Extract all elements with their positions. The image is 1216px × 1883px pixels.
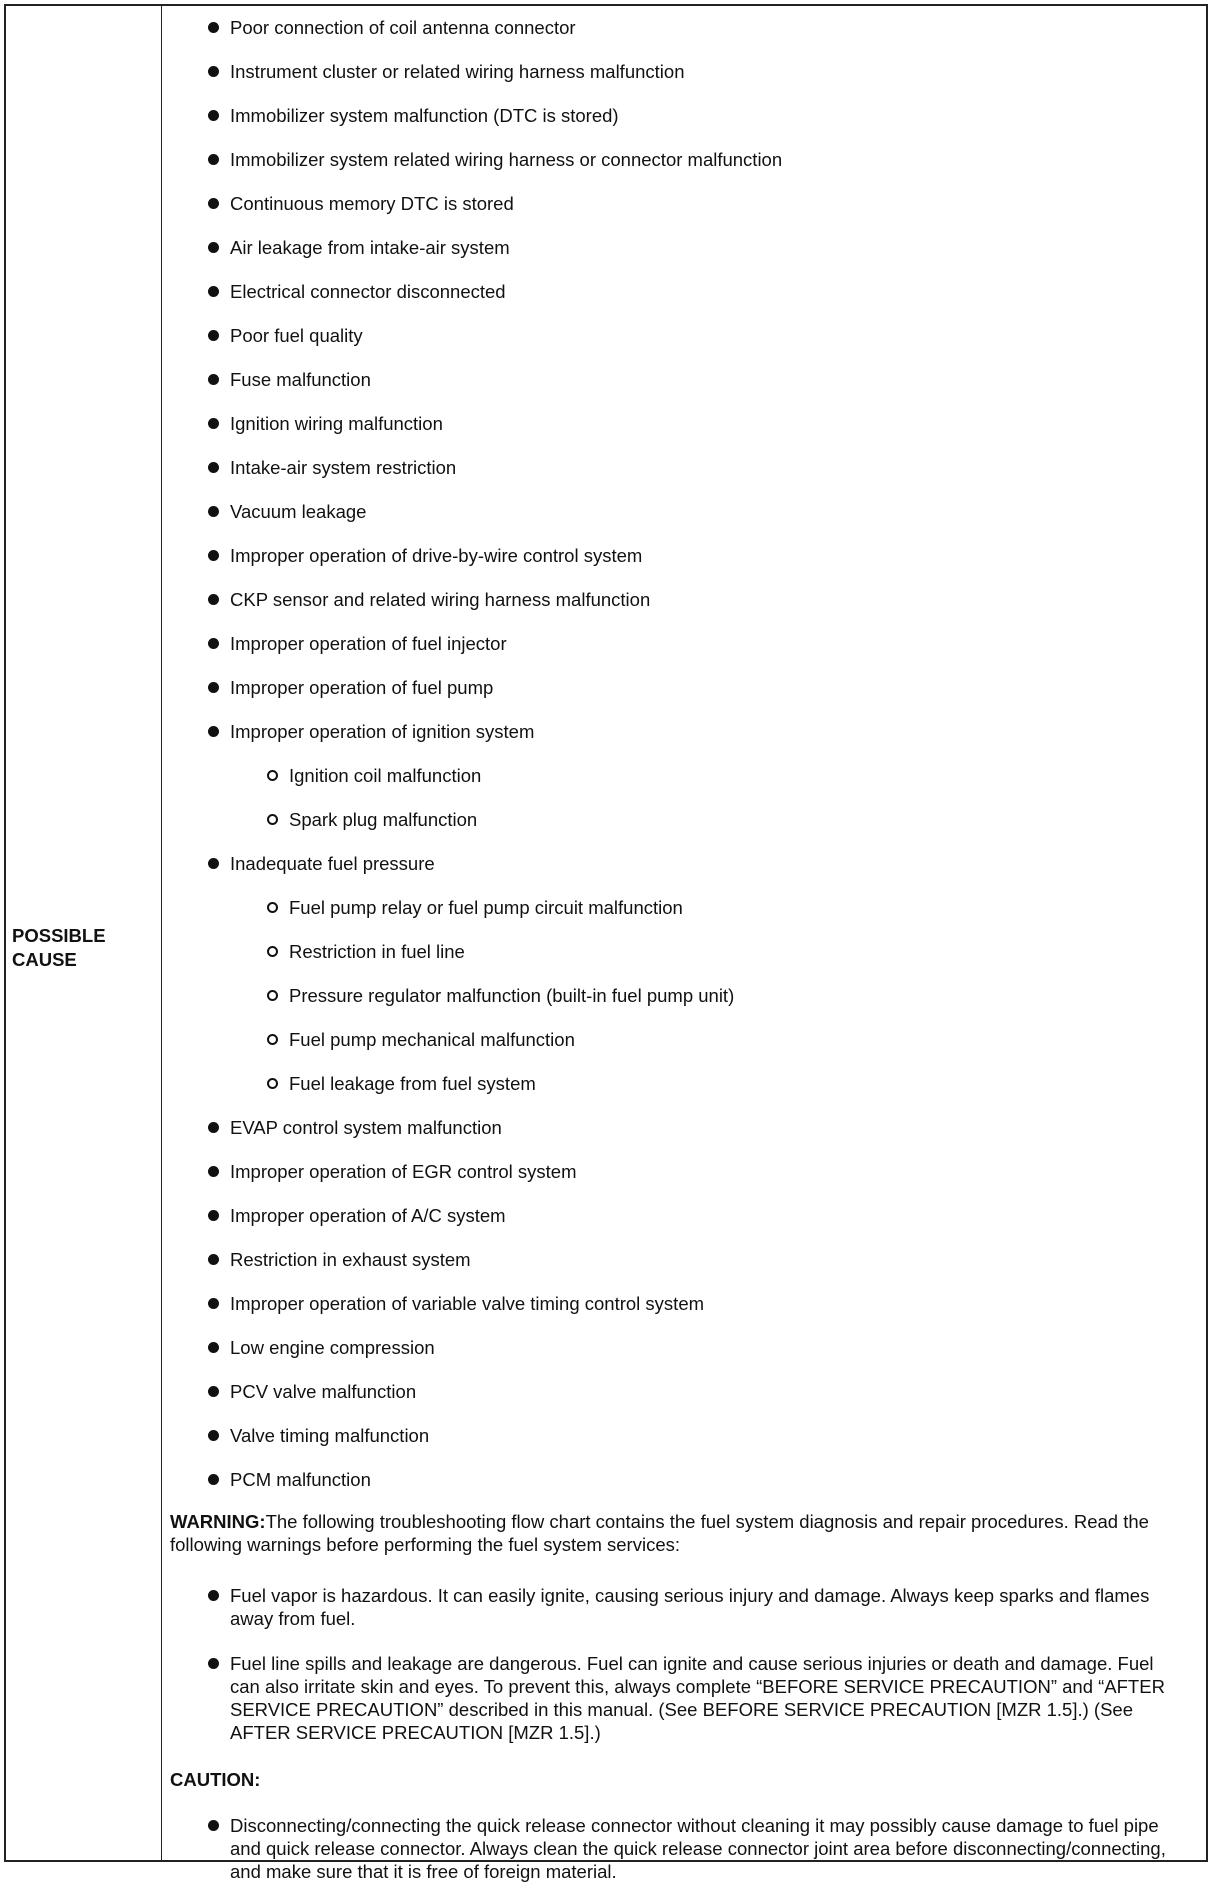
warning-item-text: Fuel line spills and leakage are dangerous. Fuel can ignite and cause serious injuries or death and damage. Fuel can also irritate skin and eyes. To prevent this, always complete “BEFORE SERVICE PRECAUTION” and “AFTER SERVICE PRECAUTION” described in this manual. (See BEFORE SERVICE PRECAUTION [MZR 1.5].) (See AFTER SERVICE PRECAUTION [MZR 1.5].) — [230, 1653, 1165, 1743]
bullet-icon — [208, 594, 219, 605]
bullet-icon — [208, 550, 219, 561]
label-cell — [6, 6, 162, 1860]
bullet-icon — [208, 638, 219, 649]
bullet-icon — [208, 1298, 219, 1309]
bullet-icon — [208, 66, 219, 77]
hollow-bullet-icon — [267, 814, 278, 825]
cause-text: CKP sensor and related wiring harness malfunction — [230, 589, 651, 610]
cause-text: Valve timing malfunction — [230, 1425, 430, 1446]
bullet-icon — [208, 198, 219, 209]
hollow-bullet-icon — [267, 990, 278, 1001]
bullet-icon — [208, 462, 219, 473]
cause-text: Restriction in exhaust system — [230, 1249, 471, 1270]
cause-text: Restriction in fuel line — [289, 941, 465, 962]
cause-text: Electrical connector disconnected — [230, 281, 506, 302]
hollow-bullet-icon — [267, 770, 278, 781]
bullet-icon — [208, 1430, 219, 1441]
bullet-icon — [208, 1386, 219, 1397]
cause-text: Low engine compression — [230, 1337, 435, 1358]
bullet-icon — [208, 1820, 219, 1831]
cause-text: Instrument cluster or related wiring harness malfunction — [230, 61, 685, 82]
cause-text: Pressure regulator malfunction (built-in fuel pump unit) — [289, 985, 735, 1006]
cause-text: Inadequate fuel pressure — [230, 853, 435, 874]
cause-text: PCV valve malfunction — [230, 1381, 417, 1402]
warning-item-text: Fuel vapor is hazardous. It can easily ignite, causing serious injury and damage. Always keep sparks and flames away from fuel. — [230, 1585, 1150, 1629]
bullet-icon — [208, 1122, 219, 1133]
bullet-icon — [208, 858, 219, 869]
cause-text: Air leakage from intake-air system — [230, 237, 510, 258]
cause-text: Vacuum leakage — [230, 501, 367, 522]
bullet-icon — [208, 506, 219, 517]
hollow-bullet-icon — [267, 1078, 278, 1089]
bullet-icon — [208, 22, 219, 33]
bullet-icon — [208, 1342, 219, 1353]
bullet-icon — [208, 726, 219, 737]
hollow-bullet-icon — [267, 1034, 278, 1045]
bullet-icon — [208, 1254, 219, 1265]
bullet-icon — [208, 330, 219, 341]
bullet-icon — [208, 374, 219, 385]
cause-text: Ignition coil malfunction — [289, 765, 482, 786]
bullet-icon — [208, 1210, 219, 1221]
cause-text: Fuel pump relay or fuel pump circuit malfunction — [289, 897, 683, 918]
bullet-icon — [208, 1658, 219, 1669]
caution-label: CAUTION: — [170, 1769, 261, 1790]
cause-text: Poor connection of coil antenna connector — [230, 17, 576, 38]
bullet-icon — [208, 418, 219, 429]
bullet-icon — [208, 242, 219, 253]
warning-text: The following troubleshooting flow chart contains the fuel system diagnosis and repair procedures. Read the following warnings before performing the fuel system services: — [170, 1511, 1149, 1555]
cause-text: Fuse malfunction — [230, 369, 371, 390]
content-cell — [164, 6, 1206, 1882]
cause-text: Improper operation of ignition system — [230, 721, 535, 742]
bullet-icon — [208, 1166, 219, 1177]
section-label: POSSIBLE CAUSE — [12, 925, 106, 970]
cause-text: Fuel leakage from fuel system — [289, 1073, 536, 1094]
cause-text: Spark plug malfunction — [289, 809, 478, 830]
cause-text: EVAP control system malfunction — [230, 1117, 502, 1138]
bullet-icon — [208, 1474, 219, 1485]
hollow-bullet-icon — [267, 946, 278, 957]
possible-cause-table — [4, 4, 1208, 1882]
bullet-icon — [208, 110, 219, 121]
bullet-icon — [208, 682, 219, 693]
cause-text: Improper operation of variable valve timing control system — [230, 1293, 705, 1314]
cause-text: Improper operation of drive-by-wire control system — [230, 545, 643, 566]
hollow-bullet-icon — [267, 902, 278, 913]
warning-label: WARNING: — [170, 1511, 266, 1532]
cause-text: Continuous memory DTC is stored — [230, 193, 514, 214]
cause-text: Fuel pump mechanical malfunction — [289, 1029, 575, 1050]
bullet-icon — [208, 286, 219, 297]
cause-text: Intake-air system restriction — [230, 457, 457, 478]
bullet-icon — [208, 154, 219, 165]
cause-text: PCM malfunction — [230, 1469, 371, 1490]
bullet-icon — [208, 1590, 219, 1601]
warning-paragraph — [170, 1510, 1194, 1556]
cause-text: Immobilizer system related wiring harness or connector malfunction — [230, 149, 783, 170]
cause-text: Immobilizer system malfunction (DTC is stored) — [230, 105, 619, 126]
cause-text: Improper operation of fuel pump — [230, 677, 494, 698]
cause-text: Ignition wiring malfunction — [230, 413, 443, 434]
cause-text: Improper operation of EGR control system — [230, 1161, 577, 1182]
cause-text: Improper operation of A/C system — [230, 1205, 506, 1226]
cause-text: Poor fuel quality — [230, 325, 363, 346]
caution-item-text: Disconnecting/connecting the quick release connector without cleaning it may possibly cause damage to fuel pipe and quick release connector. Always clean the quick release connector joint area before disconnecting/connecting, and make sure that it is free of foreign material. — [230, 1815, 1166, 1882]
cause-text: Improper operation of fuel injector — [230, 633, 507, 654]
